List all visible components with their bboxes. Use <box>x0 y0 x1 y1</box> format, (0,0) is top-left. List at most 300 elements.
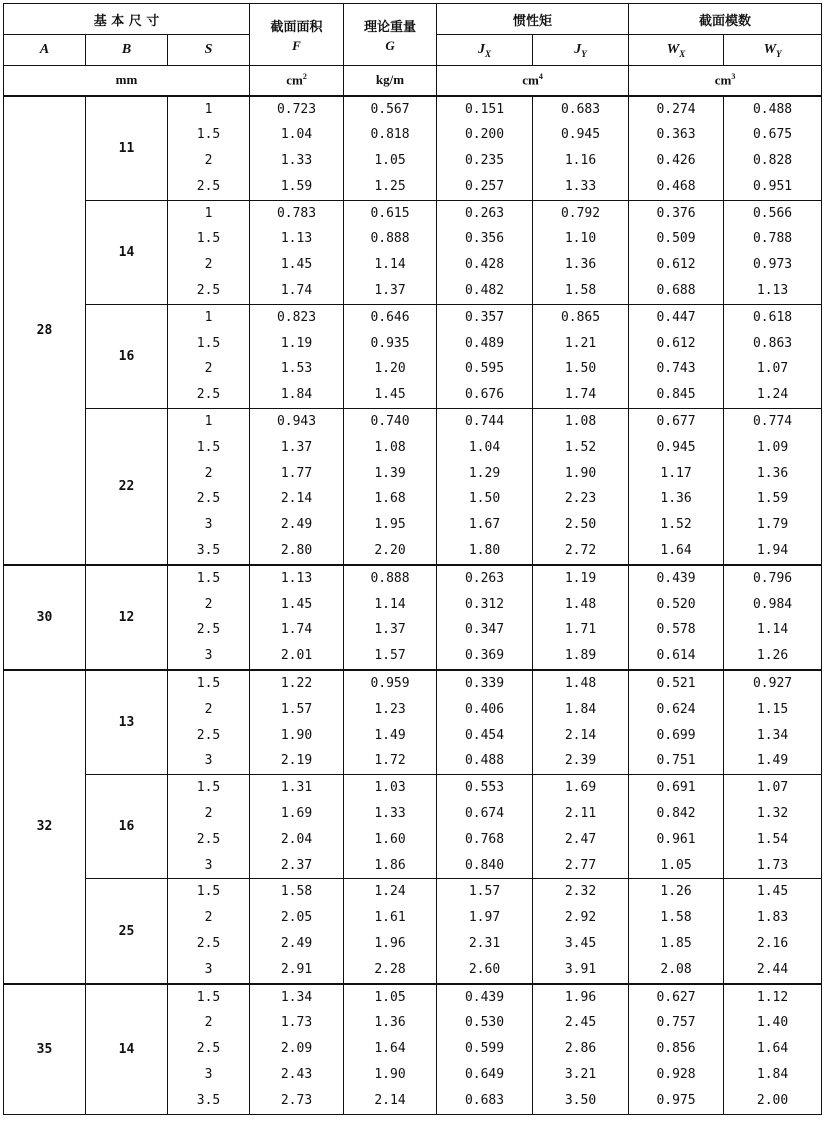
value-WY: 0.973 <box>752 257 793 273</box>
cell-JX <box>437 670 533 775</box>
value-WX: 1.17 <box>660 465 692 481</box>
value-S: 1.5 <box>196 439 221 455</box>
value-F: 1.84 <box>280 387 313 403</box>
value-S: 3 <box>204 753 213 769</box>
value-JY: 2.32 <box>564 884 597 900</box>
value-JX: 0.674 <box>464 806 505 822</box>
value-G: 0.567 <box>370 101 410 117</box>
value-G: 1.68 <box>374 491 406 507</box>
value-JX: 0.339 <box>464 676 505 692</box>
value-JY: 1.71 <box>564 622 597 638</box>
value-S: 2.5 <box>196 178 221 194</box>
cell-B: 14 <box>86 984 168 1114</box>
value-WY: 1.45 <box>756 884 789 900</box>
value-F: 1.73 <box>280 1015 313 1031</box>
cell-S <box>168 775 250 879</box>
value-JY: 1.74 <box>564 387 597 403</box>
value-WX: 0.612 <box>656 257 696 273</box>
table-row <box>4 96 822 201</box>
header-symbol-S: S <box>168 35 250 66</box>
value-WX: 0.699 <box>656 727 696 743</box>
header-theoretical-weight-label: 理论重量 <box>364 19 417 35</box>
value-WY: 1.84 <box>756 1066 789 1082</box>
cell-G <box>344 96 437 201</box>
cell-A: 30 <box>4 565 86 670</box>
value-JY: 1.33 <box>564 178 597 194</box>
header-symbol-JY <box>533 35 629 66</box>
value-WY: 1.34 <box>756 727 789 743</box>
value-JY: 2.47 <box>564 831 597 847</box>
value-F: 2.43 <box>280 1066 313 1082</box>
cell-S <box>168 670 250 775</box>
value-S: 3 <box>204 648 213 664</box>
header-theoretical-weight <box>344 4 437 66</box>
cell-F <box>250 879 344 984</box>
value-WY: 1.13 <box>756 283 789 299</box>
value-JY: 2.11 <box>564 806 597 822</box>
cell-JY <box>533 879 629 984</box>
value-F: 2.80 <box>280 543 313 559</box>
value-S: 2 <box>204 361 213 377</box>
cell-JX <box>437 409 533 565</box>
value-S: 1 <box>204 309 213 325</box>
value-WX: 0.578 <box>656 622 696 638</box>
cell-G <box>344 775 437 879</box>
cell-WY <box>724 304 822 408</box>
value-WX: 0.426 <box>656 153 696 169</box>
value-JX: 1.04 <box>468 439 501 455</box>
value-G: 1.60 <box>374 831 406 847</box>
value-G: 1.33 <box>374 806 406 822</box>
value-S: 1 <box>204 205 213 221</box>
cell-JX <box>437 879 533 984</box>
subscript-Y: Y <box>581 48 587 59</box>
value-S: 2.5 <box>196 622 221 638</box>
value-JY: 1.50 <box>564 361 597 377</box>
value-WY: 0.488 <box>752 101 793 117</box>
value-S: 3 <box>204 1066 213 1082</box>
cell-G <box>344 984 437 1114</box>
header-symbol-B: B <box>86 35 168 66</box>
unit-cm3 <box>629 66 822 96</box>
cell-WX <box>629 96 724 201</box>
value-WY: 1.64 <box>756 1041 789 1057</box>
value-F: 2.01 <box>280 648 313 664</box>
value-F: 1.77 <box>280 465 313 481</box>
value-WY: 0.828 <box>752 153 793 169</box>
value-G: 1.20 <box>374 361 406 377</box>
value-JY: 0.683 <box>560 101 601 117</box>
value-JX: 0.744 <box>464 414 505 430</box>
value-WY: 0.566 <box>752 205 793 221</box>
value-WY: 1.26 <box>756 648 789 664</box>
value-S: 2.5 <box>196 1041 221 1057</box>
value-WY: 1.49 <box>756 753 789 769</box>
value-F: 1.58 <box>280 884 313 900</box>
unit-mm: mm <box>4 66 250 96</box>
value-F: 1.13 <box>280 570 313 586</box>
value-WY: 1.32 <box>756 806 789 822</box>
value-JY: 1.89 <box>564 648 597 664</box>
value-F: 2.49 <box>280 936 313 951</box>
value-G: 1.37 <box>374 622 406 638</box>
value-WX: 0.627 <box>656 989 696 1005</box>
value-JX: 0.482 <box>464 283 505 299</box>
value-WY: 1.12 <box>756 989 789 1005</box>
subscript-X: X <box>679 48 686 59</box>
value-F: 2.91 <box>280 961 313 977</box>
value-WX: 0.521 <box>656 676 696 692</box>
cell-JY <box>533 984 629 1114</box>
value-WX: 0.468 <box>656 178 696 194</box>
value-JY: 3.50 <box>564 1092 597 1108</box>
value-S: 2 <box>204 806 213 822</box>
value-JX: 1.80 <box>468 543 501 559</box>
cell-WY <box>724 565 822 670</box>
value-JX: 0.439 <box>464 989 505 1005</box>
value-F: 0.823 <box>276 309 317 325</box>
cell-B: 14 <box>86 200 168 304</box>
cell-S <box>168 200 250 304</box>
header-basic-size: 基 本 尺 寸 <box>4 4 250 35</box>
value-JY: 1.48 <box>564 596 597 612</box>
value-F: 1.74 <box>280 622 313 638</box>
cell-F <box>250 304 344 408</box>
value-S: 1.5 <box>196 231 221 247</box>
value-G: 1.05 <box>374 153 406 169</box>
value-WY: 1.79 <box>756 517 789 533</box>
value-JX: 0.488 <box>464 753 505 769</box>
value-WX: 0.612 <box>656 335 696 351</box>
value-JX: 0.599 <box>464 1041 505 1057</box>
value-WY: 2.44 <box>756 961 789 977</box>
value-WX: 1.36 <box>660 491 692 507</box>
value-WY: 1.07 <box>756 780 789 796</box>
value-JX: 0.263 <box>464 205 505 221</box>
cell-F <box>250 565 344 670</box>
value-G: 0.935 <box>370 335 410 351</box>
cell-G <box>344 879 437 984</box>
cell-B: 16 <box>86 304 168 408</box>
value-G: 1.37 <box>374 283 406 299</box>
value-WY: 1.59 <box>756 491 789 507</box>
cell-WY <box>724 775 822 879</box>
value-G: 2.28 <box>374 961 406 977</box>
value-G: 0.615 <box>370 205 410 221</box>
value-F: 2.37 <box>280 857 313 873</box>
value-G: 1.03 <box>374 780 406 796</box>
value-JY: 1.19 <box>564 570 597 586</box>
value-S: 1.5 <box>196 335 221 351</box>
value-G: 0.888 <box>370 231 410 247</box>
value-JX: 0.595 <box>464 361 505 377</box>
value-S: 1.5 <box>196 127 221 143</box>
value-JY: 2.77 <box>564 857 597 873</box>
header-symbol-WX <box>629 35 724 66</box>
value-WX: 0.614 <box>656 648 696 664</box>
value-JY: 1.52 <box>564 439 597 455</box>
value-JY: 1.36 <box>564 257 597 273</box>
value-F: 1.45 <box>280 596 313 612</box>
value-JY: 0.865 <box>560 309 601 325</box>
unit-cm-text: cm <box>286 72 303 88</box>
value-WX: 0.509 <box>656 231 696 247</box>
value-F: 1.19 <box>280 335 313 351</box>
unit-kg-per-m: kg/m <box>344 66 437 96</box>
value-WX: 0.842 <box>656 806 696 822</box>
header-moment-of-inertia: 惯性矩 <box>437 4 629 35</box>
value-JX: 0.257 <box>464 178 505 194</box>
value-JX: 1.97 <box>468 910 501 926</box>
unit-cm4 <box>437 66 629 96</box>
value-F: 2.04 <box>280 831 313 847</box>
value-WX: 0.757 <box>656 1015 696 1031</box>
value-JY: 1.10 <box>564 231 597 247</box>
value-F: 2.14 <box>280 491 313 507</box>
cell-JY <box>533 304 629 408</box>
value-WX: 1.58 <box>660 910 692 926</box>
value-G: 1.24 <box>374 884 406 900</box>
value-G: 2.14 <box>374 1092 406 1108</box>
value-F: 0.723 <box>276 101 317 117</box>
table-body <box>4 96 822 1115</box>
header-symbol-G: G <box>385 37 395 53</box>
value-S: 2 <box>204 1015 213 1031</box>
cell-F <box>250 200 344 304</box>
value-WX: 0.447 <box>656 309 696 325</box>
value-JX: 1.29 <box>468 465 501 481</box>
value-WY: 1.14 <box>756 622 789 638</box>
header-section-modulus: 截面模数 <box>629 4 822 35</box>
value-WX: 0.856 <box>656 1041 696 1057</box>
value-S: 1 <box>204 414 213 430</box>
symbol-W: W <box>763 41 777 57</box>
value-WX: 1.85 <box>660 936 692 951</box>
cell-S <box>168 565 250 670</box>
value-WY: 0.618 <box>752 309 793 325</box>
cell-WY <box>724 879 822 984</box>
unit-superscript-2: 2 <box>302 72 307 82</box>
value-JX: 0.489 <box>464 335 505 351</box>
value-JX: 0.347 <box>464 622 505 638</box>
value-F: 1.04 <box>280 127 313 143</box>
value-JX: 0.406 <box>464 701 505 717</box>
cell-WX <box>629 409 724 565</box>
value-WX: 0.439 <box>656 570 696 586</box>
cell-WX <box>629 775 724 879</box>
value-S: 2.5 <box>196 283 221 299</box>
value-G: 1.08 <box>374 439 406 455</box>
value-WX: 0.520 <box>656 596 696 612</box>
cell-WX <box>629 879 724 984</box>
cell-F <box>250 96 344 201</box>
value-S: 2 <box>204 701 213 717</box>
cell-A: 32 <box>4 670 86 984</box>
value-WY: 1.36 <box>756 465 789 481</box>
header-section-area-label: 截面面积 <box>270 19 323 35</box>
value-G: 1.14 <box>374 596 406 612</box>
value-G: 1.25 <box>374 178 406 194</box>
value-WY: 1.83 <box>756 910 789 926</box>
value-G: 0.818 <box>370 127 410 143</box>
value-WY: 2.00 <box>756 1092 789 1108</box>
value-WY: 0.951 <box>752 178 793 194</box>
value-G: 1.95 <box>374 517 406 533</box>
value-JY: 1.96 <box>564 989 597 1005</box>
unit-cm-text: cm <box>714 72 732 88</box>
value-F: 2.49 <box>280 517 313 533</box>
value-G: 0.646 <box>370 309 410 325</box>
value-S: 3.5 <box>196 543 221 559</box>
value-JY: 1.58 <box>564 283 597 299</box>
value-JX: 2.60 <box>468 961 501 977</box>
header-symbol-JX <box>437 35 533 66</box>
unit-cm2 <box>250 66 344 96</box>
cell-S <box>168 409 250 565</box>
value-JY: 1.90 <box>564 465 597 481</box>
value-G: 1.39 <box>374 465 406 481</box>
cell-G <box>344 200 437 304</box>
value-JY: 1.84 <box>564 701 597 717</box>
value-WX: 1.05 <box>660 857 692 873</box>
cell-F <box>250 409 344 565</box>
value-JX: 2.31 <box>468 936 501 951</box>
value-WY: 1.40 <box>756 1015 789 1031</box>
value-JY: 2.50 <box>564 517 597 533</box>
value-JY: 2.39 <box>564 753 597 769</box>
value-G: 1.23 <box>374 701 406 717</box>
cell-B: 25 <box>86 879 168 984</box>
cell-JX <box>437 96 533 201</box>
cell-S <box>168 96 250 201</box>
cell-F <box>250 775 344 879</box>
value-WX: 0.677 <box>656 414 696 430</box>
value-JX: 1.57 <box>468 884 501 900</box>
value-G: 1.05 <box>374 989 406 1005</box>
value-G: 0.959 <box>370 676 410 692</box>
value-WX: 0.376 <box>656 205 696 221</box>
value-S: 3.5 <box>196 1092 221 1108</box>
value-G: 1.64 <box>374 1041 406 1057</box>
subscript-Y: Y <box>776 48 782 59</box>
value-WX: 0.691 <box>656 780 696 796</box>
value-WY: 0.984 <box>752 596 793 612</box>
value-WY: 0.788 <box>752 231 793 247</box>
value-JY: 2.23 <box>564 491 597 507</box>
symbol-J: J <box>478 41 485 57</box>
value-JX: 1.50 <box>468 491 501 507</box>
value-G: 1.57 <box>374 648 406 664</box>
value-JX: 0.683 <box>464 1092 505 1108</box>
value-WY: 0.774 <box>752 414 793 430</box>
cell-F <box>250 670 344 775</box>
value-JY: 1.48 <box>564 676 597 692</box>
value-JX: 0.369 <box>464 648 505 664</box>
value-S: 1.5 <box>196 676 221 692</box>
value-JY: 2.45 <box>564 1015 597 1031</box>
value-JX: 0.768 <box>464 831 505 847</box>
cell-WX <box>629 565 724 670</box>
value-S: 2.5 <box>196 491 221 507</box>
unit-cm-text: cm <box>522 72 539 88</box>
value-S: 1 <box>204 101 213 117</box>
value-JX: 0.649 <box>464 1066 505 1082</box>
cell-S <box>168 879 250 984</box>
value-F: 1.33 <box>280 153 313 169</box>
value-WX: 1.26 <box>660 884 692 900</box>
unit-superscript-3: 3 <box>731 72 736 82</box>
value-G: 1.36 <box>374 1015 406 1031</box>
cell-WY <box>724 409 822 565</box>
value-S: 1.5 <box>196 884 221 900</box>
value-S: 2.5 <box>196 936 221 951</box>
value-JX: 1.67 <box>468 517 501 533</box>
value-WY: 1.09 <box>756 439 789 455</box>
cell-A: 28 <box>4 96 86 565</box>
value-G: 2.20 <box>374 543 406 559</box>
value-WY: 0.796 <box>752 570 793 586</box>
value-WY: 0.927 <box>752 676 793 692</box>
header-symbol-F: F <box>292 37 301 53</box>
cell-JX <box>437 984 533 1114</box>
value-S: 2.5 <box>196 387 221 403</box>
table-row <box>4 304 822 408</box>
cell-WX <box>629 670 724 775</box>
value-WY: 1.24 <box>756 387 789 403</box>
value-S: 2 <box>204 465 213 481</box>
value-G: 1.90 <box>374 1066 406 1082</box>
value-G: 1.45 <box>374 387 406 403</box>
cell-F <box>250 984 344 1114</box>
value-S: 2 <box>204 910 213 926</box>
value-WX: 0.975 <box>656 1092 696 1108</box>
value-WY: 1.07 <box>756 361 789 377</box>
value-WX: 1.64 <box>660 543 692 559</box>
value-G: 1.14 <box>374 257 406 273</box>
value-G: 1.49 <box>374 727 406 743</box>
value-WX: 0.751 <box>656 753 696 769</box>
value-JY: 2.14 <box>564 727 597 743</box>
cell-G <box>344 409 437 565</box>
cell-JX <box>437 304 533 408</box>
table-row <box>4 775 822 879</box>
cell-JY <box>533 409 629 565</box>
value-JY: 1.16 <box>564 153 597 169</box>
table-row <box>4 984 822 1114</box>
cell-G <box>344 565 437 670</box>
value-JY: 1.08 <box>564 414 597 430</box>
value-S: 3 <box>204 857 213 873</box>
value-S: 1.5 <box>196 570 221 586</box>
section-properties-table <box>3 3 822 1115</box>
table-row <box>4 200 822 304</box>
value-F: 1.45 <box>280 257 313 273</box>
value-JX: 0.312 <box>464 596 505 612</box>
cell-WY <box>724 984 822 1114</box>
value-JX: 0.356 <box>464 231 505 247</box>
cell-B: 16 <box>86 775 168 879</box>
cell-G <box>344 670 437 775</box>
value-F: 1.69 <box>280 806 313 822</box>
value-WY: 1.73 <box>756 857 789 873</box>
subscript-X: X <box>485 48 492 59</box>
value-JY: 2.72 <box>564 543 597 559</box>
value-G: 1.72 <box>374 753 406 769</box>
value-JY: 3.21 <box>564 1066 597 1082</box>
value-WX: 0.274 <box>656 101 696 117</box>
value-S: 1.5 <box>196 989 221 1005</box>
cell-B: 11 <box>86 96 168 201</box>
